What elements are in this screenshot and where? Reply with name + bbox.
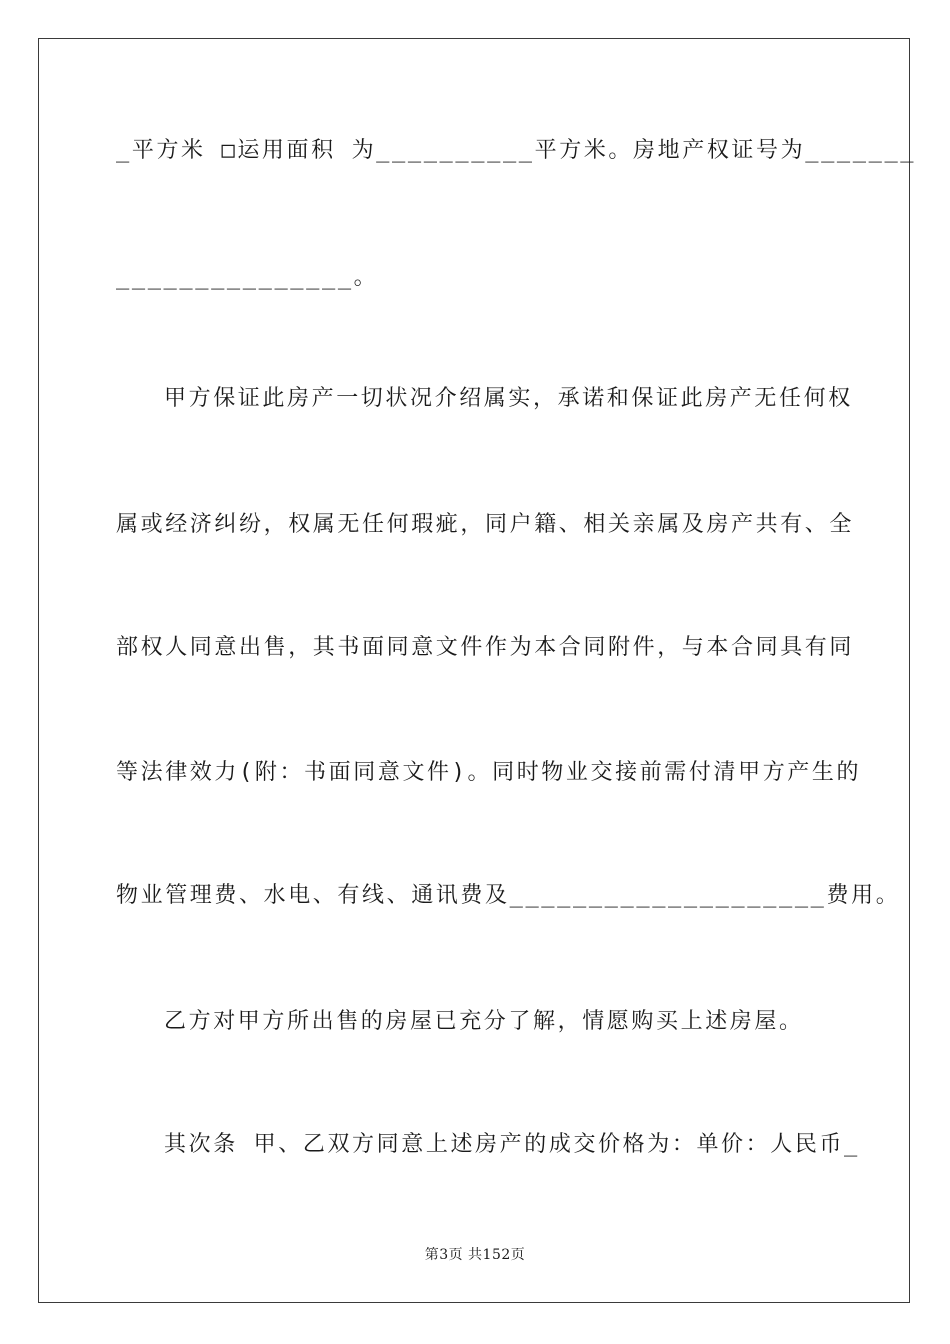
text-line-guarantee-2: 属或经济纠纷，权属无任何瑕疵，同户籍、相关亲属及房产共有、全 [116,512,855,537]
text-line-price: 其次条 甲、乙双方同意上述房产的成交价格为：单价：人民币_ [164,1132,860,1157]
text-line-area: _平方米 □运用面积 为__________平方米。房地产权证号为_______ [116,138,917,163]
text-line-buyer: 乙方对甲方所出售的房屋已充分了解，情愿购买上述房屋。 [164,1009,804,1034]
text-line-guarantee-1: 甲方保证此房产一切状况介绍属实，承诺和保证此房产无任何权 [164,386,853,411]
text-line-guarantee-5: 物业管理费、水电、有线、通讯费及____________________费用。 [116,883,901,908]
text-line-guarantee-4: 等法律效力(附：书面同意文件)。同时物业交接前需付清甲方产生的 [116,760,862,785]
page-footer: 第3页 共152页 [424,1247,526,1263]
page-border [38,38,917,1303]
text-line-certificate: _______________。 [116,265,379,290]
text-line-guarantee-3: 部权人同意出售，其书面同意文件作为本合同附件，与本合同具有同 [116,635,855,660]
